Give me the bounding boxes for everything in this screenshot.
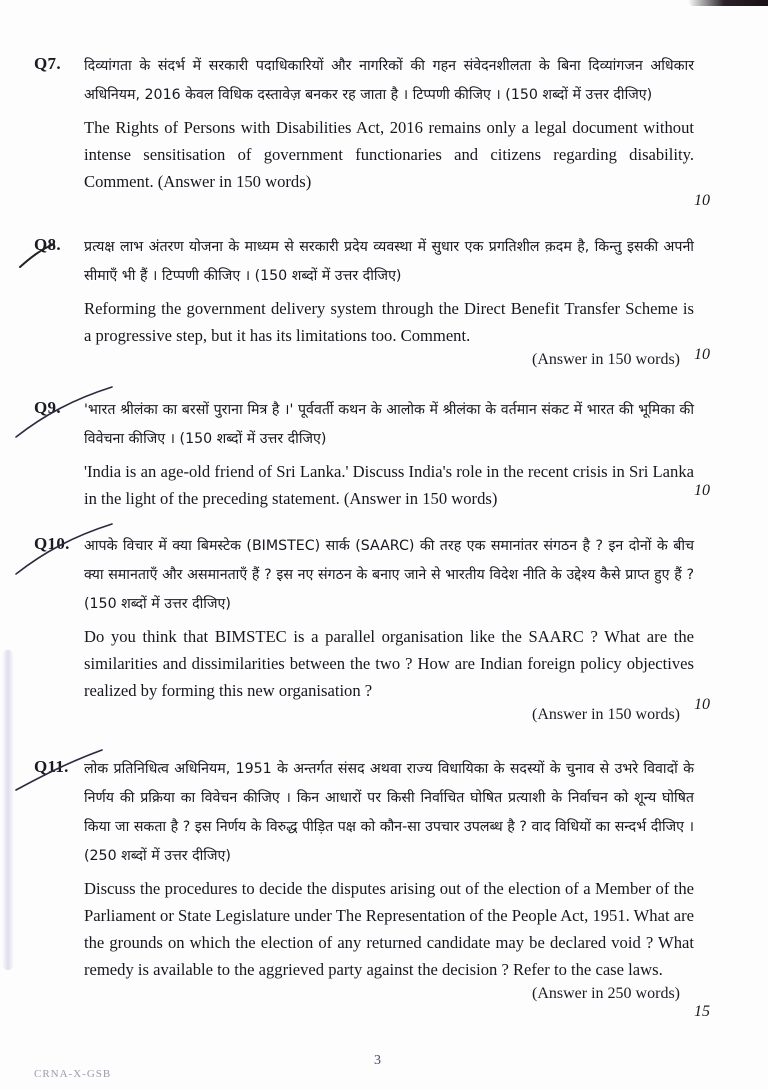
question-text-hindi: प्रत्यक्ष लाभ अंतरण योजना के माध्यम से सरकारी प्रदेय व्यवस्था में सुधार एक प्रगतिशील क़दम है, किन्तु इसकी अपनी सीमाएँ भी हैं । टिप्पणी कीजिए । (150 शब्दों में उत्तर दीजिए) bbox=[84, 239, 694, 284]
question-marks: 15 bbox=[694, 1003, 710, 1020]
question-text-english: 'India is an age-old friend of Sri Lanka.' Discuss India's role in the recent crisis in Sri Lanka in the light of the preceding statement. (Answer in 150 words) bbox=[84, 462, 694, 508]
scan-edge-shade bbox=[2, 650, 14, 970]
question-marks: 10 bbox=[694, 696, 710, 713]
question-number: Q7. bbox=[34, 54, 61, 73]
question-q11 bbox=[34, 755, 710, 1020]
answer-word-limit: (Answer in 150 words) bbox=[532, 706, 680, 723]
answer-word-limit: (Answer in 150 words) bbox=[532, 351, 680, 368]
question-number: Q10. bbox=[34, 534, 70, 553]
question-text-hindi: लोक प्रतिनिधित्व अधिनियम, 1951 के अन्तर्गत संसद अथवा राज्य विधायिका के सदस्यों के चुनाव से उभरे विवादों के निर्णय की प्रक्रिया का विवेचन कीजिए । किन आधारों पर किसी निर्वाचित घोषित प्रत्याशी के निर्वाचन को शून्य घोषित किया जा सकता है ? इस निर्णय के विरुद्ध पीड़ित पक्ष को कौन-सा उपचार उपलब्ध है ? वाद विधियों का सन्दर्भ दीजिए । (250 शब्दों में उत्तर दीजिए) bbox=[84, 761, 694, 864]
question-text-english: The Rights of Persons with Disabilities Act, 2016 remains only a legal document without intense sensitisation of government functionaries and citizens regarding disability. Comment. (Answer in 150 words) bbox=[84, 118, 694, 191]
question-q8 bbox=[34, 233, 710, 369]
question-number: Q9. bbox=[34, 398, 61, 417]
scan-shadow-mark bbox=[688, 0, 768, 6]
question-text-english: Reforming the government delivery system through the Direct Benefit Transfer Scheme is a progressive step, but it has its limitations too. Comment. bbox=[84, 299, 694, 345]
paper-code: CRNA-X-GSB bbox=[34, 1068, 112, 1080]
question-number: Q11. bbox=[34, 757, 69, 776]
question-q10 bbox=[34, 532, 710, 724]
question-q9 bbox=[34, 396, 710, 512]
answer-word-limit: (Answer in 250 words) bbox=[532, 985, 680, 1002]
question-text-english: Do you think that BIMSTEC is a parallel organisation like the SAARC ? What are the similarities and dissimilarities between the two ? How are Indian foreign policy objectives realized by forming this new organisation ? bbox=[84, 627, 694, 700]
question-marks: 10 bbox=[694, 192, 710, 209]
question-text-hindi: आपके विचार में क्या बिमस्टेक (BIMSTEC) सार्क (SAARC) की तरह एक समानांतर संगठन है ? इन दोनों के बीच क्या समानताएँ और असमानताएँ हैं ? इस नए संगठन के बनाए जाने से भारतीय विदेश नीति के उद्देश्य कैसे प्राप्त हुए हैं ? (150 शब्दों में उत्तर दीजिए) bbox=[84, 538, 694, 612]
question-marks: 10 bbox=[694, 346, 710, 363]
question-text-hindi: दिव्यांगता के संदर्भ में सरकारी पदाधिकारियों और नागरिकों की गहन संवेदनशीलता के बिना दिव्यांगजन अधिकार अधिनियम, 2016 केवल विधिक दस्तावेज़ बनकर रह जाता है । टिप्पणी कीजिए । (150 शब्दों में उत्तर दीजिए) bbox=[84, 58, 694, 103]
question-q7 bbox=[34, 52, 710, 209]
question-marks: 10 bbox=[694, 482, 710, 499]
page-number: 3 bbox=[374, 1053, 381, 1068]
question-text-english: Discuss the procedures to decide the disputes arising out of the election of a Member of the Parliament or State Legislature under The Representation of the People Act, 1951. What are the grounds on which the election of any returned candidate may be declared void ? What remedy is available to the aggrieved party against the decision ? Refer to the case laws. bbox=[84, 879, 694, 979]
question-number: Q8. bbox=[34, 235, 61, 254]
question-text-hindi: 'भारत श्रीलंका का बरसों पुराना मित्र है ।' पूर्ववर्ती कथन के आलोक में श्रीलंका के वर्तमान संकट में भारत की भूमिका की विवेचना कीजिए । (150 शब्दों में उत्तर दीजिए) bbox=[84, 402, 694, 447]
